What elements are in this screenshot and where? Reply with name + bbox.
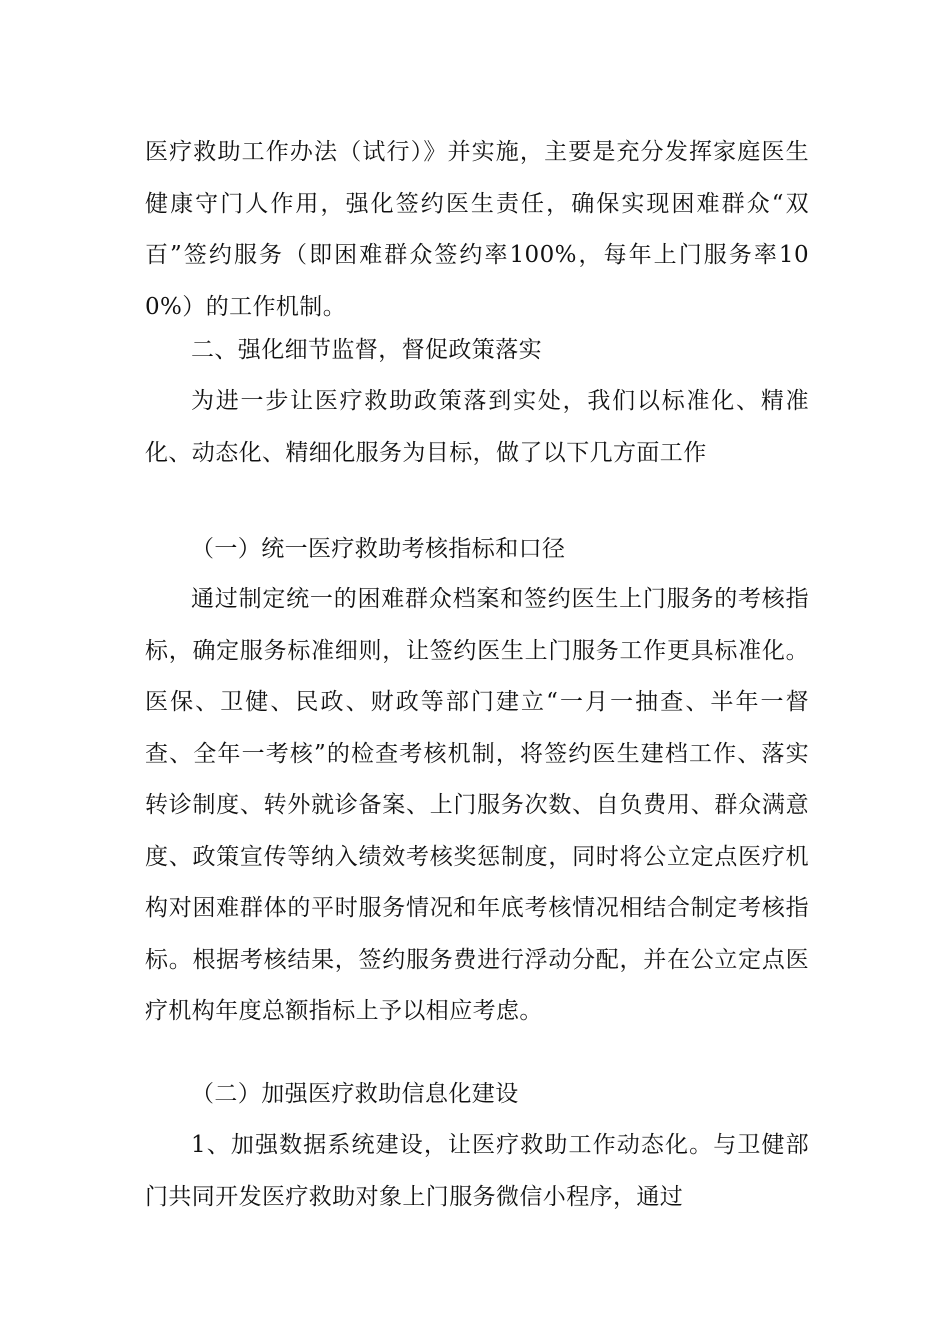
paragraph-assessment: 通过制定统一的困难群众档案和签约医生上门服务的考核指标，确定服务标准细则，让签约医生上门服务工作更具标准化。医保、卫健、民政、财政等部门建立“一月一抽查、半年一督查、全年一考核”的检查考核机制，将签约医生建档工作、落实转诊制度、转外就诊备案、上门服务次数、自负费用、群众满意度、政策宣传等纳入绩效考核奖惩制度，同时将公立定点医疗机构对困难群体的平时服务情况和年底考核情况相结合制定考核指标。根据考核结果，签约服务费进行浮动分配，并在公立定点医疗机构年度总额指标上予以相应考虑。 (145, 586, 809, 1024)
subsection-heading-one: （一）统一医疗救助考核指标和口径 (191, 536, 566, 562)
subsection-heading-two: （二）加强医疗救助信息化建设 (191, 1081, 519, 1107)
paragraph-continuation: 医疗救助工作办法（试行）》并实施，主要是充分发挥家庭医生健康守门人作用，强化签约医生责任，确保实现困难群众“双百”签约服务（即困难群众签约率100%，每年上门服务率100%）的工作机制。 (145, 139, 809, 320)
section-heading-two: 二、强化细节监督，督促政策落实 (191, 337, 542, 363)
paragraph-intro: 为进一步让医疗救助政策落到实处，我们以标准化、精准化、动态化、精细化服务为目标，做了以下几方面工作 (145, 388, 809, 466)
paragraph-data-system: 1、加强数据系统建设，让医疗救助工作动态化。与卫健部门共同开发医疗救助对象上门服务微信小程序，通过 (145, 1132, 809, 1210)
